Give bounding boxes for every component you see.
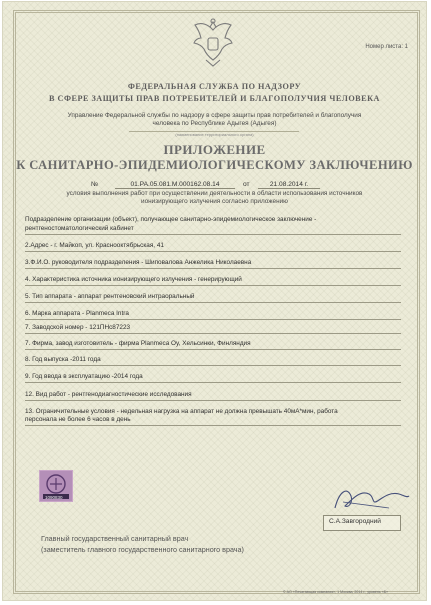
item-underline [25,302,401,303]
restriction-underline [25,425,401,426]
item-manager: 3.Ф.И.О. руководителя подразделения - Шиповалова Анжелика Николаевна [25,259,252,266]
certificate-sheet [3,2,426,600]
office-name-line2: человека по Республике Адыгея (Адыгея) [152,120,277,127]
item-underline [25,333,401,334]
item-underline [25,365,401,366]
item-device-brand: 6. Марка аппарата - Planmeca Intra [25,310,129,317]
subdivision-underline [25,234,401,235]
restriction-line2: персонала не более 6 часов в день [25,416,131,423]
item-underline [25,268,401,269]
office-caption: (наименование территориального органа) [175,132,254,137]
appendix-title: ПРИЛОЖЕНИЕ [163,142,266,157]
conditions-line2: ионизирующего излучения согласно приложению [141,198,288,205]
date-label: от [243,181,250,188]
item-address: 2.Адрес - г. Майкоп, ул. Краснооктябрьская, 41 [25,242,164,249]
appendix-subtitle: К САНИТАРНО-ЭПИДЕМИОЛОГИЧЕСКОМУ ЗАКЛЮЧЕНИЮ [16,158,413,172]
agency-name-line1: ФЕДЕРАЛЬНАЯ СЛУЖБА ПО НАДЗОРУ [127,82,302,91]
item-underline [25,319,401,320]
agency-name-line2: В СФЕРЕ ЗАЩИТЫ ПРАВ ПОТРЕБИТЕЛЕЙ И БЛАГОПОЛУЧИЯ ЧЕЛОВЕКА [49,94,380,103]
conditions-line1: условия выполнения работ при осуществлении деятельности в области использования источников [66,190,363,197]
item-device-type: 5. Тип аппарата - аппарат рентгеновский интраоральный [25,293,195,300]
handwritten-signature [329,478,411,518]
item-underline [25,285,401,286]
item-source-type: 4. Характеристика источника ионизирующего излучения - генерирующий [25,276,242,283]
subdivision-line1: Подразделение организации (объект), получающее санитарно-эпидемиологическое заключение - [25,216,317,223]
item-manufacturer: 7. Фирма, завод изготовитель - фирма Planmeca Oy, Хельсинки, Финляндия [25,340,251,347]
restriction-line1: 13. Ограничительные условия - недельная нагрузка на аппарат не должна превышать 40мА*мин, работа [25,408,338,415]
item-underline [25,349,401,350]
item-underline [25,251,401,252]
subdivision-line2: рентгеностоматологический кабинет [25,225,134,232]
signer-name: С.А.Завгородний [329,518,381,525]
item-serial-number: 7. Заводской номер - 121ПНс87223 [25,324,131,331]
item-year-made: 8. Год выпуска -2011 года [25,356,101,363]
item-year-commissioned: 9. Год ввода в эксплуатацию -2014 года [25,373,143,380]
office-name-line1: Управление Федеральной службы по надзору в сфере защиты прав потребителей и благополучия [67,112,362,119]
item-underline [25,382,401,383]
signer-title-line2: (заместитель главного государственного санитарного врача) [41,545,244,554]
printer-footer: © АО «Печатающая компания», 1 Москва, 2014 г., уровень «Б» [283,590,389,594]
item-underline [25,400,401,401]
seal-code: 1090830 [45,495,63,500]
conclusion-date: 21.08.2014 г. [258,181,320,189]
item-work-type: 12. Вид работ - рентгенодиагностические исследования [25,391,192,398]
signer-title-line1: Главный государственный санитарный врач [41,534,189,543]
number-label: № [91,181,99,188]
conclusion-number: 01.РА.05.081.М.000162.08.14 [115,181,235,189]
coat-of-arms-emblem [189,16,237,68]
sheet-number: Номер листа: 1 [365,44,408,50]
